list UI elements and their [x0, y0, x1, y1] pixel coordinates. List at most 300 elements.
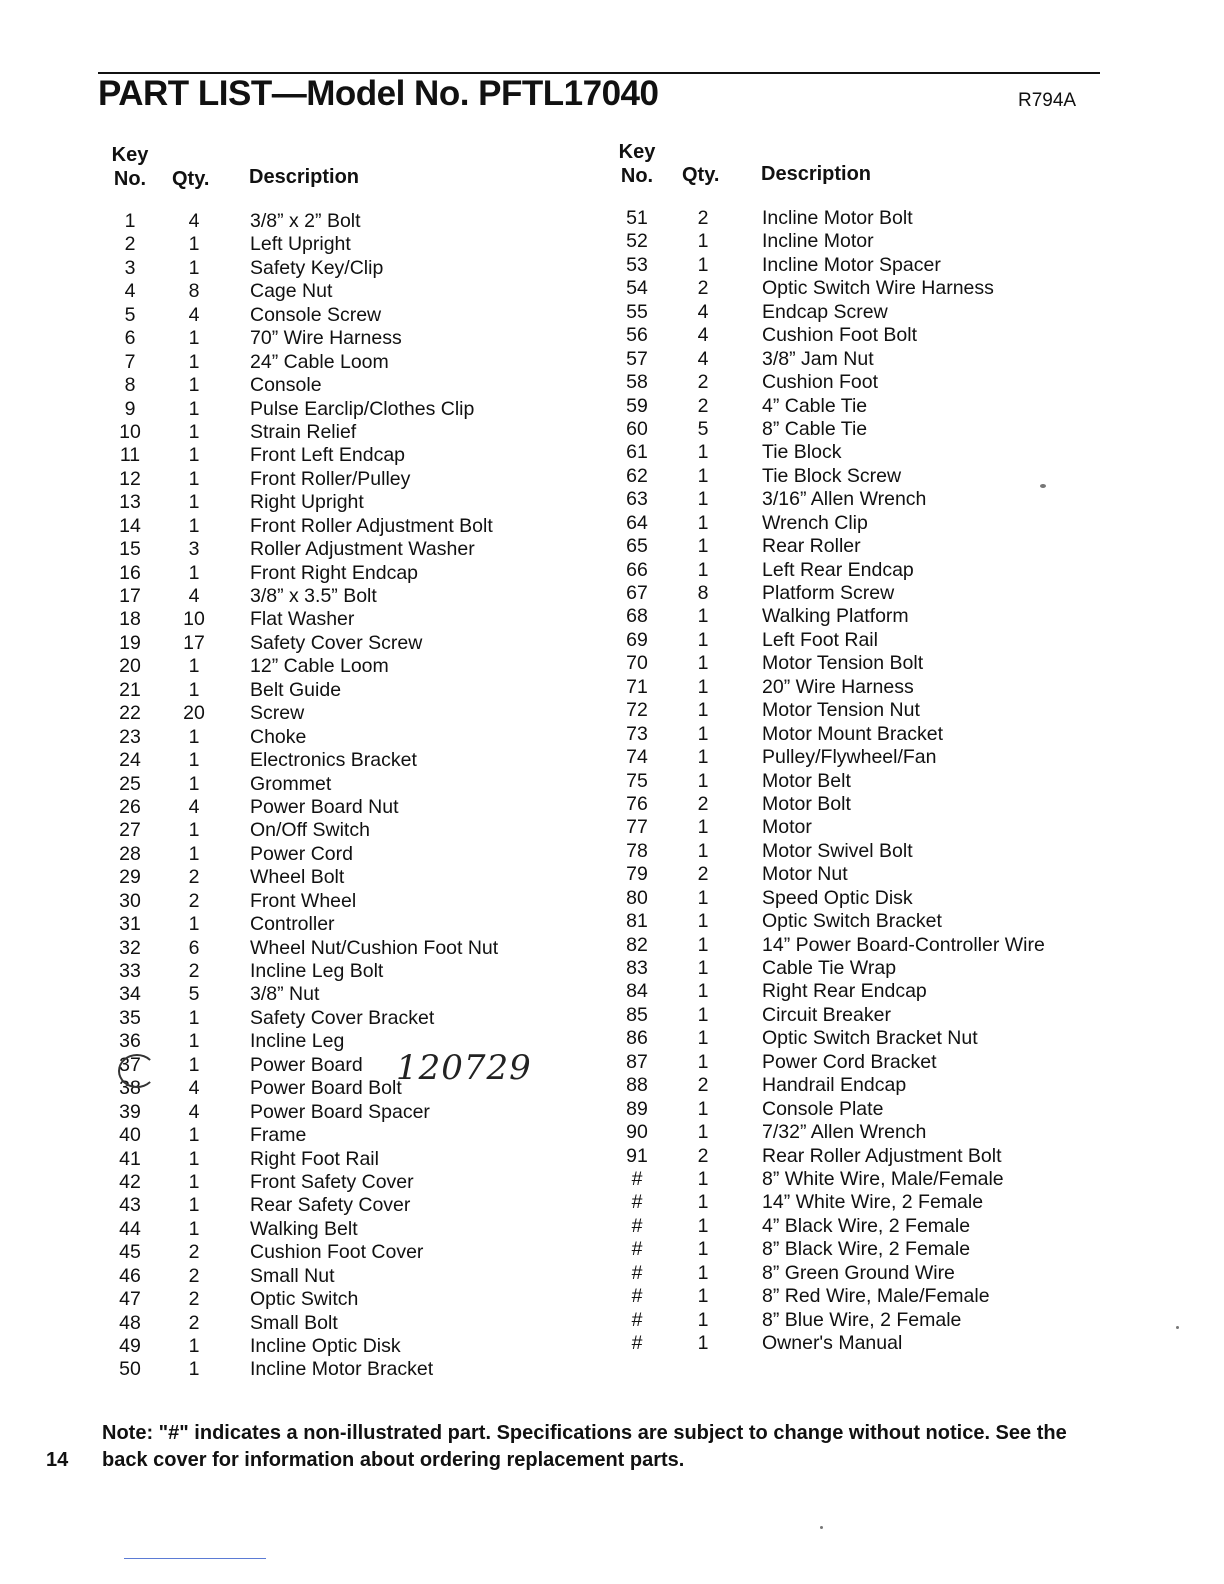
part-quantity: 1: [188, 1006, 200, 1029]
part-row: [607, 395, 1087, 418]
part-key-number: 27: [119, 819, 141, 842]
part-row: [607, 254, 1087, 277]
part-key-number: 69: [626, 628, 648, 651]
part-row: [100, 749, 560, 772]
part-description: Controller: [250, 913, 335, 936]
part-quantity: 1: [697, 1238, 709, 1261]
part-quantity: 1: [188, 420, 200, 443]
part-quantity: 1: [697, 746, 709, 769]
part-row: [607, 512, 1087, 535]
part-row: [607, 535, 1087, 558]
part-description: Motor Nut: [762, 863, 848, 886]
part-quantity: 1: [697, 441, 709, 464]
part-description: Pulley/Flywheel/Fan: [762, 746, 937, 769]
part-row: [607, 1145, 1087, 1168]
part-key-number: #: [631, 1332, 643, 1354]
part-quantity: 1: [188, 256, 200, 279]
part-description: Wheel Nut/Cushion Foot Nut: [250, 936, 499, 959]
part-key-number: 57: [626, 347, 648, 370]
part-description: Right Foot Rail: [250, 1147, 379, 1170]
part-key-number: 82: [626, 933, 648, 956]
part-description: Power Board Nut: [250, 795, 399, 818]
part-row: [100, 632, 560, 655]
part-key-number: 52: [626, 230, 648, 253]
part-quantity: 3: [188, 538, 200, 561]
part-quantity: 17: [183, 631, 205, 654]
part-row: [607, 887, 1087, 910]
part-key-number: 54: [626, 277, 648, 300]
part-description: Safety Cover Screw: [250, 631, 423, 654]
part-key-number: 67: [626, 582, 648, 604]
part-description: 14” Power Board-Controller Wire: [762, 933, 1045, 956]
part-quantity: 2: [697, 207, 709, 229]
part-row: [100, 233, 560, 256]
part-quantity: 1: [188, 819, 200, 842]
part-description: Incline Motor: [762, 230, 874, 253]
key-header-line1: Key: [618, 141, 656, 163]
part-row: [607, 1121, 1087, 1144]
part-description: Motor Tension Nut: [762, 699, 920, 722]
part-key-number: 9: [124, 397, 136, 420]
part-description: Cable Tie Wrap: [762, 957, 897, 979]
part-description: Wrench Clip: [762, 511, 868, 534]
part-key-number: 63: [626, 488, 648, 511]
part-row: [607, 1051, 1087, 1074]
part-quantity: 1: [188, 350, 200, 373]
part-quantity: 1: [697, 1214, 709, 1237]
part-row: [100, 796, 560, 819]
part-key-number: 23: [119, 725, 141, 748]
part-quantity: 8: [697, 582, 709, 604]
right-description-header: Description: [761, 163, 872, 185]
part-quantity: 2: [188, 889, 200, 912]
part-key-number: 10: [119, 420, 141, 443]
part-description: Front Right Endcap: [250, 561, 419, 584]
part-description: Screw: [250, 702, 305, 725]
part-quantity: 4: [188, 585, 200, 607]
part-row: [100, 398, 560, 421]
part-key-number: 64: [626, 511, 648, 534]
part-description: 7/32” Allen Wrench: [762, 1121, 927, 1144]
part-row: [607, 324, 1087, 347]
part-row: [607, 1285, 1087, 1308]
part-description: Cushion Foot Bolt: [762, 324, 918, 347]
part-key-number: #: [631, 1191, 643, 1214]
part-quantity: 1: [188, 1147, 200, 1170]
part-key-number: 56: [626, 324, 648, 347]
part-description: Right Upright: [250, 491, 364, 514]
part-key-number: 84: [626, 980, 648, 1003]
part-key-number: 78: [626, 839, 648, 862]
left-qty-header: Qty.: [172, 168, 210, 190]
part-description: Power Cord: [250, 842, 353, 865]
part-key-number: 24: [119, 749, 141, 772]
part-key-number: 61: [626, 441, 648, 464]
part-row: [607, 1332, 1087, 1355]
part-quantity: 1: [697, 722, 709, 745]
part-description: Optic Switch Bracket Nut: [762, 1027, 978, 1050]
part-description: Power Board Bolt: [250, 1077, 402, 1100]
part-description: 8” Black Wire, 2 Female: [762, 1238, 971, 1261]
part-description: Front Roller/Pulley: [250, 467, 411, 490]
part-description: Motor Belt: [762, 769, 851, 792]
part-key-number: 79: [626, 863, 648, 886]
page-number: 14: [46, 1449, 69, 1471]
part-quantity: 10: [183, 608, 205, 631]
part-row: [607, 465, 1087, 488]
part-quantity: 1: [697, 1003, 709, 1026]
part-quantity: 1: [697, 1332, 709, 1354]
part-key-number: 43: [119, 1194, 141, 1217]
part-key-number: 70: [626, 652, 648, 675]
part-key-number: 34: [119, 983, 141, 1006]
part-description: Flat Washer: [250, 608, 355, 631]
part-quantity: 1: [188, 1335, 200, 1357]
part-description: Incline Leg: [250, 1030, 345, 1053]
part-row: [100, 280, 560, 303]
part-quantity: 2: [697, 277, 709, 300]
part-row: [100, 960, 560, 983]
part-quantity: 1: [188, 749, 200, 772]
part-quantity: 1: [188, 514, 200, 537]
part-key-number: 58: [626, 371, 648, 394]
part-key-number: 38: [119, 1077, 141, 1100]
part-description: Front Left Endcap: [250, 444, 406, 467]
part-description: Rear Safety Cover: [250, 1194, 411, 1217]
part-quantity: 1: [697, 886, 709, 909]
part-key-number: 86: [626, 1027, 648, 1050]
part-key-number: 25: [119, 772, 141, 795]
part-key-number: 85: [626, 1003, 648, 1026]
part-description: Incline Motor Spacer: [762, 253, 941, 276]
part-description: 8” Cable Tie: [762, 417, 868, 440]
part-description: Belt Guide: [250, 678, 342, 701]
part-key-number: 41: [119, 1147, 141, 1170]
part-row: [100, 1171, 560, 1194]
part-row: [607, 1262, 1087, 1285]
part-row: [100, 1241, 560, 1264]
part-quantity: 1: [188, 1030, 200, 1053]
part-key-number: 11: [119, 444, 141, 467]
part-key-number: 51: [626, 207, 648, 229]
part-quantity: 4: [188, 303, 200, 326]
part-row: [100, 1288, 560, 1311]
right-qty-header: Qty.: [682, 164, 720, 186]
part-row: [607, 605, 1087, 628]
part-row: [100, 655, 560, 678]
part-quantity: 6: [188, 936, 200, 959]
key-header-line2: No.: [620, 165, 654, 187]
part-description: Cushion Foot Cover: [250, 1241, 424, 1264]
part-quantity: 2: [188, 960, 200, 982]
part-description: Circuit Breaker: [762, 1003, 891, 1026]
part-description: Small Nut: [250, 1264, 335, 1287]
part-row: [100, 1358, 560, 1381]
part-description: On/Off Switch: [250, 819, 370, 842]
part-description: Pulse Earclip/Clothes Clip: [250, 397, 475, 420]
part-description: Walking Belt: [250, 1217, 358, 1240]
part-row: [607, 230, 1087, 253]
part-description: Power Cord Bracket: [762, 1050, 937, 1073]
part-key-number: 18: [119, 608, 141, 631]
part-row: [100, 1194, 560, 1217]
part-quantity: 1: [697, 1027, 709, 1050]
part-key-number: 47: [119, 1288, 141, 1311]
part-key-number: 40: [119, 1124, 141, 1147]
part-row: [607, 1215, 1087, 1238]
part-description: Left Rear Endcap: [762, 558, 914, 581]
part-key-number: 48: [119, 1311, 141, 1334]
part-row: [100, 468, 560, 491]
part-key-number: 8: [124, 374, 136, 397]
part-key-number: 5: [124, 303, 136, 326]
part-quantity: 1: [697, 652, 709, 675]
part-row: [100, 304, 560, 327]
part-row: [607, 582, 1087, 605]
part-key-number: 88: [626, 1074, 648, 1097]
part-quantity: 1: [697, 1285, 709, 1308]
part-key-number: #: [631, 1238, 643, 1261]
part-description: 3/16” Allen Wrench: [762, 488, 927, 511]
right-key-header: [607, 140, 667, 188]
part-key-number: 59: [626, 394, 648, 417]
part-description: Grommet: [250, 772, 332, 795]
part-quantity: 1: [188, 467, 200, 490]
part-key-number: 15: [119, 538, 141, 561]
part-description: Optic Switch: [250, 1288, 359, 1311]
part-row: [100, 1218, 560, 1241]
part-quantity: 1: [697, 1097, 709, 1120]
part-description: Platform Screw: [762, 582, 895, 604]
part-key-number: 44: [119, 1217, 141, 1240]
part-row: [100, 773, 560, 796]
part-key-number: 22: [119, 702, 141, 725]
part-quantity: 1: [188, 444, 200, 467]
part-description: Cage Nut: [250, 280, 333, 303]
part-description: 8” Red Wire, Male/Female: [762, 1285, 990, 1308]
part-key-number: #: [631, 1308, 643, 1331]
part-quantity: 1: [697, 1050, 709, 1073]
part-key-number: 13: [119, 491, 141, 514]
part-row: [100, 1101, 560, 1124]
part-quantity: 2: [697, 792, 709, 815]
part-quantity: 1: [188, 233, 200, 256]
part-key-number: 71: [626, 675, 648, 698]
part-quantity: 1: [188, 842, 200, 865]
part-quantity: 2: [188, 1311, 200, 1334]
part-row: [607, 910, 1087, 933]
part-quantity: 1: [697, 253, 709, 276]
part-row: [607, 676, 1087, 699]
part-row: [607, 1098, 1087, 1121]
part-quantity: 4: [697, 347, 709, 370]
part-key-number: 83: [626, 957, 648, 979]
left-key-header: [100, 143, 160, 191]
part-description: Roller Adjustment Washer: [250, 538, 475, 561]
part-description: Walking Platform: [762, 605, 909, 628]
part-quantity: 1: [188, 327, 200, 350]
part-row: [100, 983, 560, 1006]
part-key-number: 89: [626, 1097, 648, 1120]
part-key-number: 45: [119, 1241, 141, 1264]
part-quantity: 1: [697, 558, 709, 581]
part-row: [100, 538, 560, 561]
part-key-number: 12: [119, 467, 141, 490]
part-key-number: 39: [119, 1100, 141, 1123]
part-quantity: 1: [188, 655, 200, 678]
part-quantity: 1: [188, 397, 200, 420]
part-quantity: 2: [188, 1264, 200, 1287]
part-row: [100, 210, 560, 233]
part-row: [100, 351, 560, 374]
part-quantity: 1: [697, 1308, 709, 1331]
part-quantity: 4: [188, 210, 200, 232]
part-row: [607, 301, 1087, 324]
part-row: [100, 679, 560, 702]
part-key-number: 3: [124, 256, 136, 279]
part-quantity: 4: [188, 1100, 200, 1123]
part-key-number: 77: [626, 816, 648, 839]
part-quantity: 2: [188, 866, 200, 889]
bottom-rule: [124, 1558, 266, 1559]
part-row: [100, 374, 560, 397]
part-quantity: 1: [188, 1170, 200, 1193]
part-description: 14” White Wire, 2 Female: [762, 1191, 984, 1214]
part-description: 8” Green Ground Wire: [762, 1261, 955, 1284]
part-key-number: 2: [124, 233, 136, 256]
left-parts-list: [100, 210, 560, 1382]
part-key-number: 4: [124, 280, 136, 303]
part-description: Motor Bolt: [762, 792, 851, 815]
part-quantity: 2: [697, 371, 709, 394]
part-description: Front Safety Cover: [250, 1170, 414, 1193]
part-row: [100, 937, 560, 960]
part-row: [100, 1124, 560, 1147]
part-row: [100, 1148, 560, 1171]
part-row: [607, 934, 1087, 957]
part-key-number: 36: [119, 1030, 141, 1053]
part-description: Motor Tension Bolt: [762, 652, 924, 675]
part-quantity: 2: [697, 1074, 709, 1097]
part-quantity: 1: [697, 933, 709, 956]
part-row: [607, 816, 1087, 839]
part-description: Strain Relief: [250, 420, 357, 443]
part-quantity: 1: [697, 675, 709, 698]
part-row: [607, 793, 1087, 816]
part-key-number: 68: [626, 605, 648, 628]
part-description: Optic Switch Bracket: [762, 910, 942, 933]
part-description: Incline Optic Disk: [250, 1335, 401, 1357]
scan-speck: [1040, 484, 1046, 488]
part-quantity: 5: [697, 417, 709, 440]
part-quantity: 1: [697, 910, 709, 933]
part-quantity: 1: [697, 488, 709, 511]
part-quantity: 4: [697, 300, 709, 323]
part-key-number: 72: [626, 699, 648, 722]
part-quantity: 1: [188, 1358, 200, 1381]
part-key-number: 46: [119, 1264, 141, 1287]
part-row: [607, 863, 1087, 886]
part-key-number: 87: [626, 1050, 648, 1073]
part-quantity: 5: [188, 983, 200, 1006]
part-quantity: 2: [697, 863, 709, 886]
part-key-number: 76: [626, 792, 648, 815]
part-key-number: 17: [119, 585, 141, 607]
part-quantity: 1: [188, 1124, 200, 1147]
part-key-number: 55: [626, 300, 648, 323]
part-quantity: 1: [697, 230, 709, 253]
part-key-number: 81: [626, 910, 648, 933]
part-description: Incline Leg Bolt: [250, 960, 384, 982]
part-key-number: 75: [626, 769, 648, 792]
part-quantity: 1: [188, 913, 200, 936]
part-row: [100, 562, 560, 585]
part-row: [607, 957, 1087, 980]
part-row: [100, 1312, 560, 1335]
footer-note: Note: "#" indicates a non-illustrated part. Specifications are subject to change without notice. See the back cover for information about ordering replacement parts.: [102, 1422, 1067, 1471]
part-key-number: 37: [119, 1053, 141, 1076]
part-description: Wheel Bolt: [250, 866, 345, 889]
part-quantity: 4: [188, 1077, 200, 1100]
part-row: [100, 421, 560, 444]
part-description: Endcap Screw: [762, 300, 888, 323]
part-quantity: 4: [697, 324, 709, 347]
key-header-line1: Key: [111, 144, 149, 166]
part-quantity: 1: [188, 561, 200, 584]
part-row: [607, 652, 1087, 675]
part-key-number: #: [631, 1285, 643, 1308]
part-key-number: 60: [626, 417, 648, 440]
page-title: PART LIST—Model No. PFTL17040: [98, 74, 659, 113]
part-description: Speed Optic Disk: [762, 886, 913, 909]
part-description: Small Bolt: [250, 1311, 338, 1334]
part-key-number: 74: [626, 746, 648, 769]
part-key-number: 49: [119, 1335, 141, 1357]
part-row: [100, 866, 560, 889]
part-key-number: 19: [119, 631, 141, 654]
part-quantity: 1: [188, 678, 200, 701]
part-quantity: 1: [188, 725, 200, 748]
part-row: [607, 629, 1087, 652]
part-quantity: 1: [697, 1261, 709, 1284]
part-key-number: 66: [626, 558, 648, 581]
part-description: Motor: [762, 816, 812, 839]
part-description: 4” Cable Tie: [762, 394, 868, 417]
part-description: 8” White Wire, Male/Female: [762, 1167, 1004, 1190]
part-quantity: 1: [697, 605, 709, 628]
part-description: 3/8” x 3.5” Bolt: [250, 585, 377, 607]
part-row: [100, 491, 560, 514]
part-key-number: 90: [626, 1121, 648, 1144]
part-key-number: 20: [119, 655, 141, 678]
part-description: Motor Swivel Bolt: [762, 839, 913, 862]
part-key-number: 32: [119, 936, 141, 959]
part-quantity: 1: [697, 699, 709, 722]
part-key-number: 80: [626, 886, 648, 909]
part-row: [607, 1074, 1087, 1097]
part-row: [607, 277, 1087, 300]
part-row: [607, 418, 1087, 441]
part-row: [100, 843, 560, 866]
part-row: [607, 699, 1087, 722]
part-key-number: 6: [124, 327, 136, 350]
part-key-number: 53: [626, 253, 648, 276]
part-description: Safety Key/Clip: [250, 256, 384, 279]
part-quantity: 1: [188, 374, 200, 397]
part-quantity: 2: [697, 394, 709, 417]
part-description: Right Rear Endcap: [762, 980, 927, 1003]
part-quantity: 1: [697, 535, 709, 558]
